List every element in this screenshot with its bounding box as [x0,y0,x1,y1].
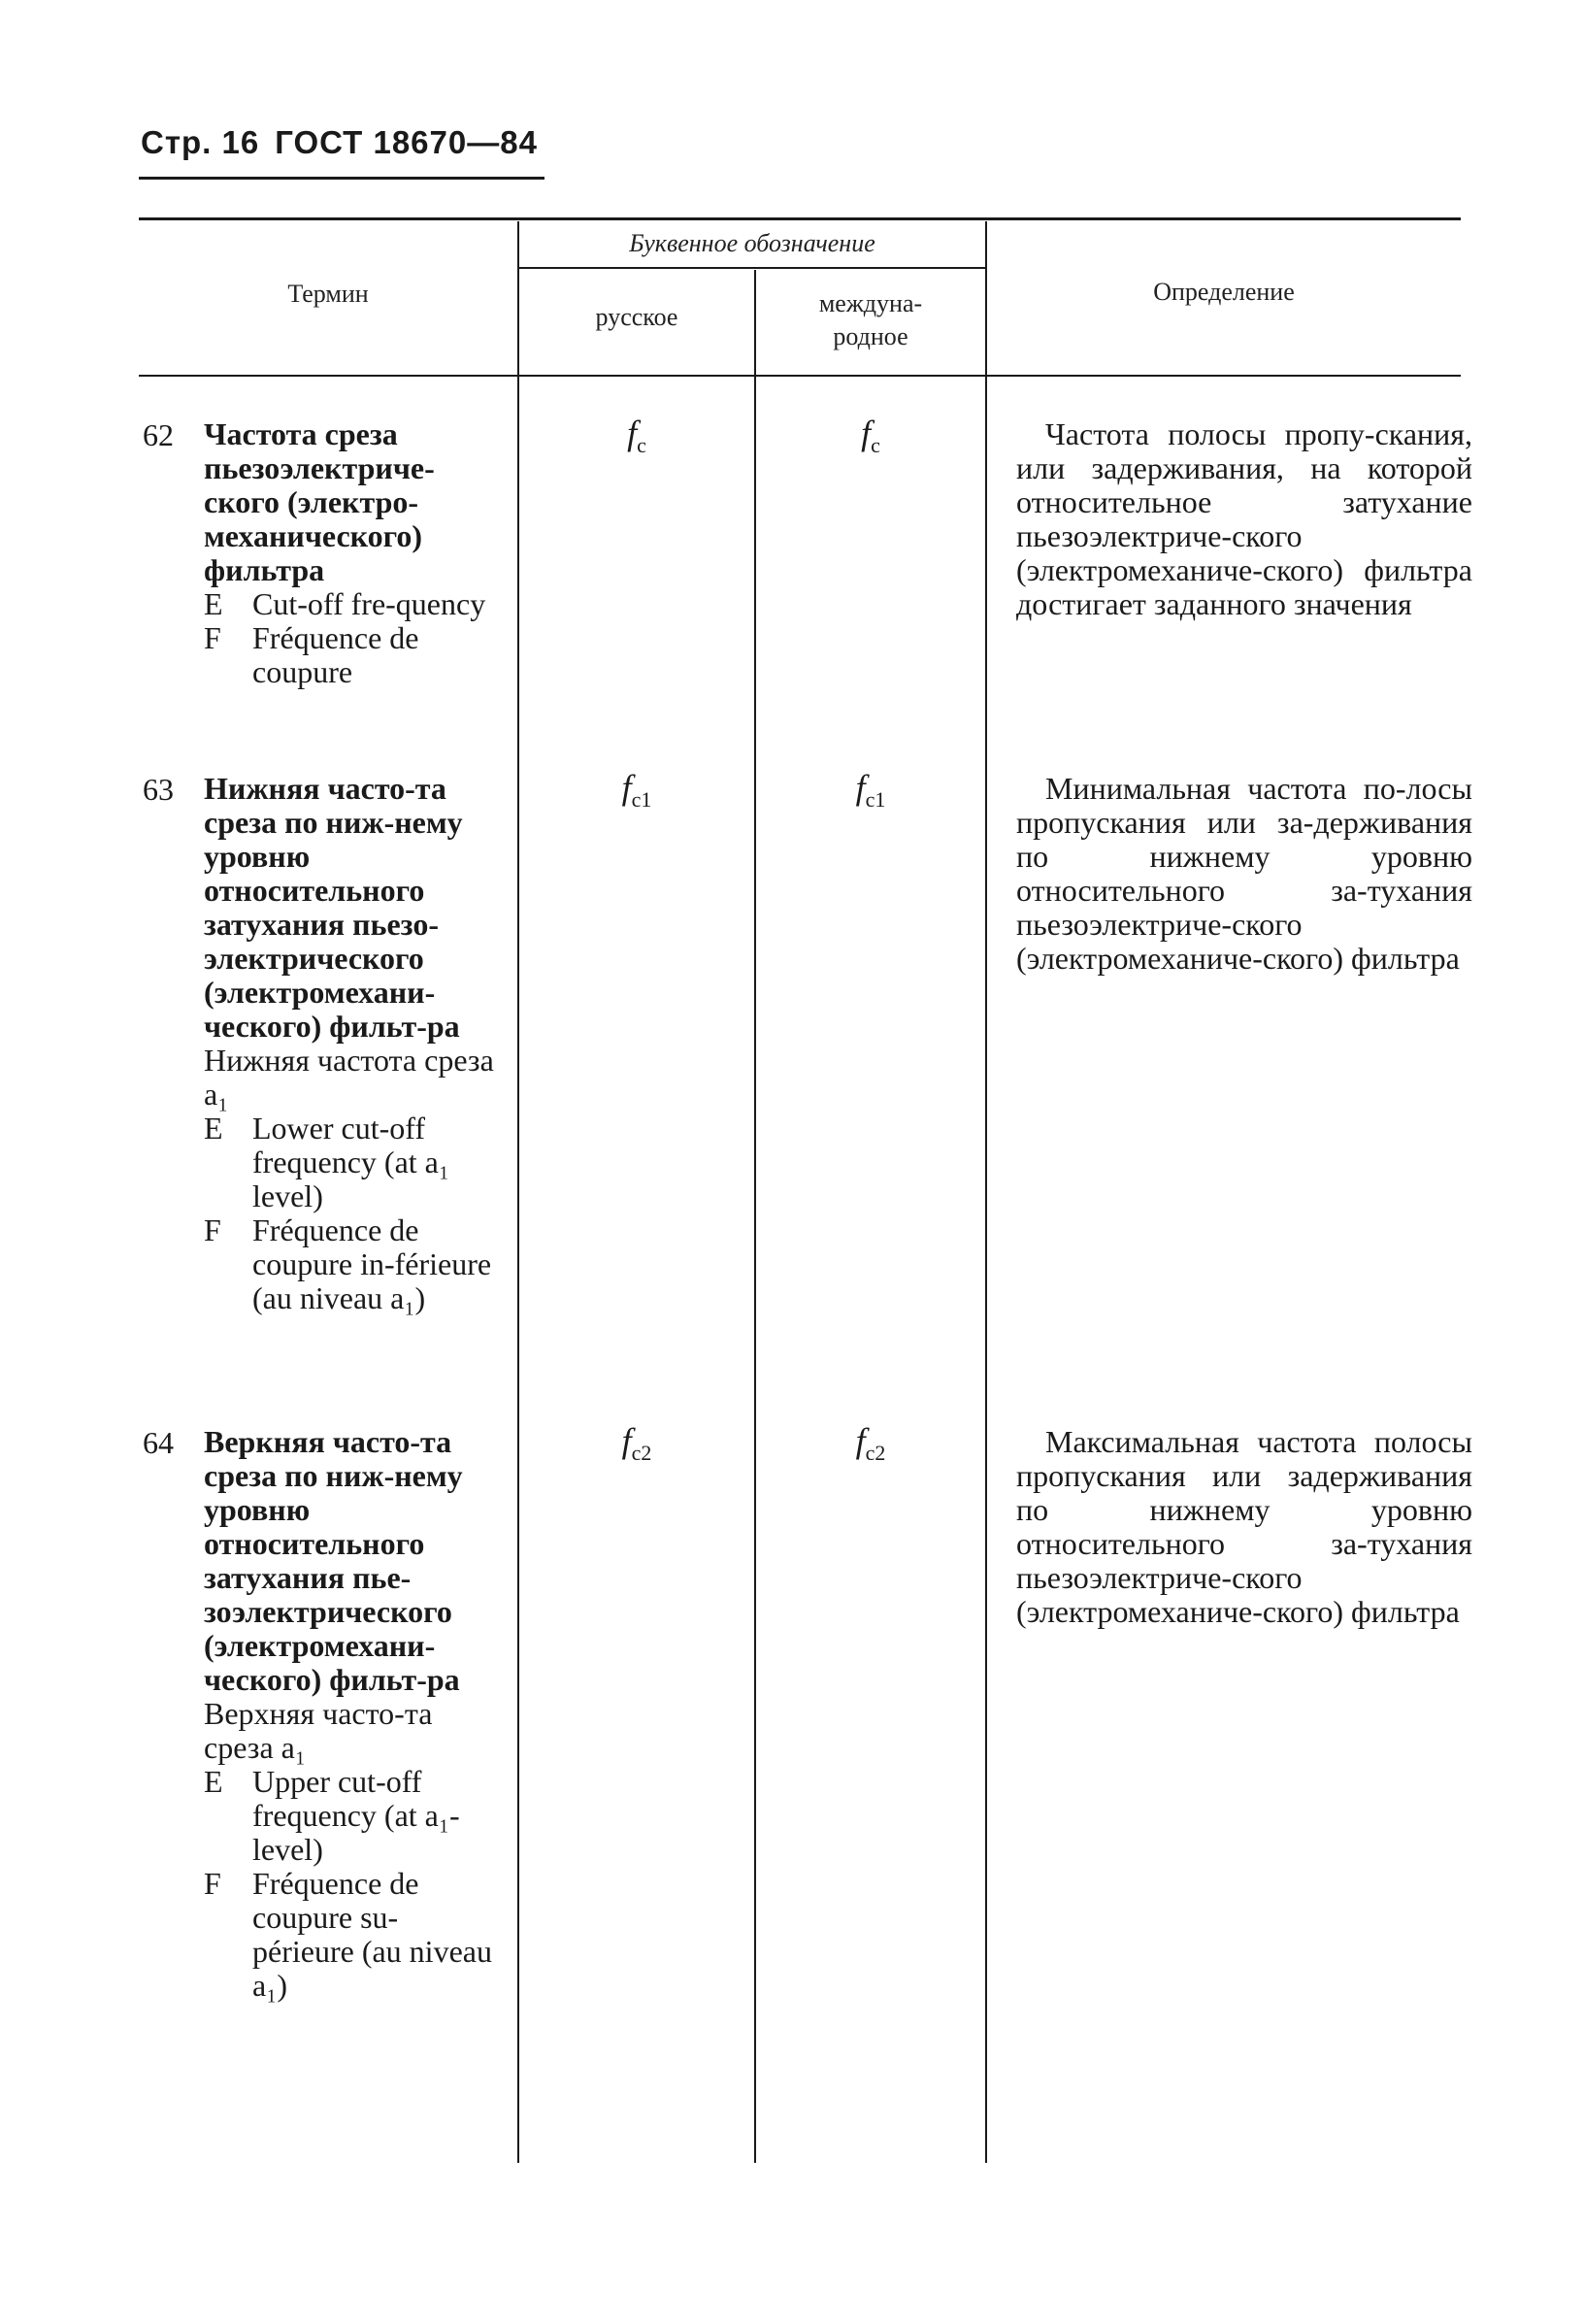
standard-code: ГОСТ 18670—84 [275,124,538,160]
term-ru: Частота среза пьезоэлектриче-ского (электро-механического) фильтра [204,416,435,587]
term-en: E Upper cut-off frequency (at a₁-level) [204,1764,460,1867]
header-international [756,287,985,353]
header-international-line2: родное [833,322,908,350]
header-underline [139,177,544,180]
symbol-international: $f_c$ [861,414,880,458]
symbol-russian: $f_{c2}$ [621,1421,652,1466]
term-ru: Веркняя часто-та среза по ниж-нему уровню относительного затухания пье-зоэлектрического (электромехани-ческого) фильт-ра [204,1424,463,1697]
symbol-international: $f_{c2}$ [855,1421,886,1466]
term-alt: Верхняя часто-та среза a₁ [204,1696,433,1765]
entry-definition: Частота полосы пропу-скания, или задерживания, на которой относительное затухание пьезоэлектриче-ского (электромеханиче-ского) фильтра достигает заданного значения [1016,416,1472,621]
entry-term [204,1425,495,2003]
table-top-rule [139,217,1461,220]
entry-definition: Минимальная частота по-лосы пропускания или за-держивания по нижнему уровню относительного за-тухания пьезоэлектриче-ского (электромеханиче-ского) фильтра [1016,771,1472,976]
header-letter-designation: Буквенное обозначение [629,229,875,257]
letter-designation-rule [519,267,985,269]
symbol-international: $f_{c1}$ [855,768,886,813]
page-header [141,124,538,161]
term-en: E Lower cut-off frequency (at a₁ level) [204,1111,450,1213]
header-bottom-rule [139,375,1461,377]
header-definition: Определение [1153,278,1295,306]
term-fr: F Fréquence de coupure su-périeure (au niveau a₁) [204,1866,492,2003]
entry-number: 62 [143,417,174,452]
term-en: E Cut-off fre-quency [204,586,486,621]
col-divider-2 [754,270,756,2163]
term-fr: F Fréquence de coupure in-férieure (au niveau a₁) [204,1212,492,1315]
term-ru: Нижняя часто-та среза по ниж-нему уровню относительного затухания пьезо-электрического (электромехани-ческого) фильт-ра [204,771,463,1044]
term-fr: F Fréquence de coupure [204,620,419,689]
entry-term [204,417,495,689]
entry-number: 64 [143,1425,174,1460]
entry-number: 63 [143,772,174,807]
page-label: Стр. 16 [141,124,260,160]
symbol-russian: $f_{c1}$ [621,768,652,813]
header-russian: русское [595,303,678,331]
col-divider-1 [517,221,519,2163]
entry-definition: Максимальная частота полосы пропускания или задерживания по нижнему уровню относительного за-тухания пьезоэлектриче-ского (электромеханиче-ского) фильтра [1016,1424,1472,1629]
col-divider-3 [985,221,987,2163]
term-alt: Нижняя частота среза a₁ [204,1043,494,1112]
header-term: Термин [287,280,369,308]
symbol-russian: $f_c$ [627,414,646,458]
header-international-line1: междуна- [818,289,923,317]
entry-term [204,772,495,1315]
